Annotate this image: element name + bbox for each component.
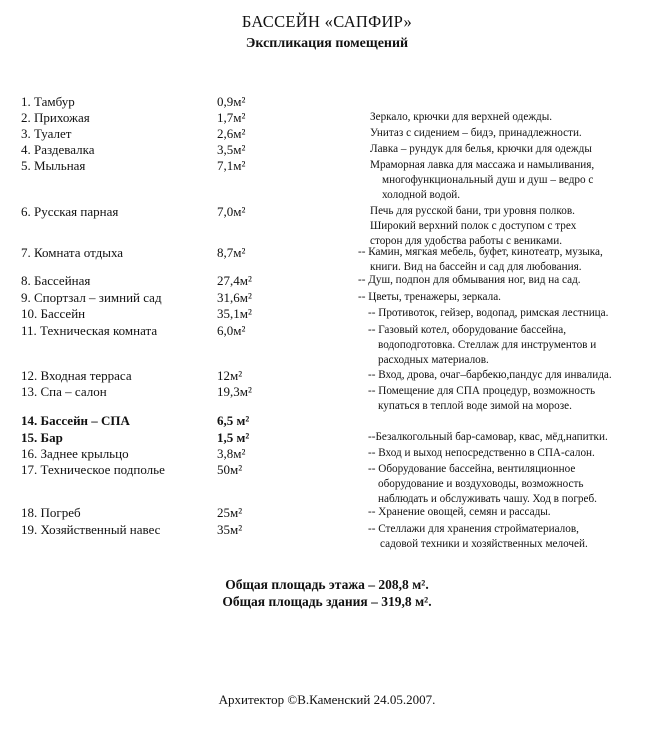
- room-description: [358, 290, 501, 305]
- room-name: 4. Раздевалка: [21, 142, 95, 157]
- room-description: [370, 204, 576, 249]
- room-name: 13. Спа – салон: [21, 384, 107, 399]
- room-description-line: -- Помещение для СПА процедур, возможность: [368, 385, 596, 397]
- room-description: [368, 306, 608, 321]
- room-description-line: -- Противоток, гейзер, водопад, римская лестница.: [368, 307, 609, 319]
- room-name: 9. Спортзал – зимний сад: [21, 290, 162, 305]
- room-name: 6. Русская парная: [21, 204, 119, 219]
- room-name: 8. Бассейная: [21, 273, 91, 288]
- room-description: [358, 245, 603, 275]
- room-area: 7,1м²: [217, 158, 246, 173]
- room-description-line: книги. Вид на бассейн и сад для любования.: [370, 261, 582, 273]
- room-name: 18. Погреб: [21, 505, 81, 520]
- room-name: 15. Бар: [21, 430, 63, 445]
- room-description-line: --Безалкогольный бар-самовар, квас, мёд,напитки.: [368, 431, 608, 443]
- room-name: 16. Заднее крыльцо: [21, 446, 129, 461]
- room-name: 17. Техническое подполье: [21, 462, 165, 477]
- totals: [0, 576, 654, 610]
- room-description-line: -- Хранение овощей, семян и рассады.: [368, 506, 551, 518]
- room-description-line: расходных материалов.: [378, 354, 489, 366]
- room-name: 12. Входная терраса: [21, 368, 132, 383]
- room-description-line: Лавка – рундук для белья, крючки для одежды: [370, 143, 592, 155]
- room-area: 31,6м²: [217, 290, 252, 305]
- room-area: 1,5 м²: [217, 430, 250, 445]
- room-description: [368, 368, 612, 383]
- room-description-line: Печь для русской бани, три уровня полков.: [370, 205, 575, 217]
- room-name: 5. Мыльная: [21, 158, 86, 173]
- room-area: 3,8м²: [217, 446, 246, 461]
- room-name: 14. Бассейн – СПА: [21, 413, 130, 428]
- room-description: [368, 522, 588, 552]
- room-description-line: -- Камин, мягкая мебель, буфет, кинотеатр, музыка,: [358, 246, 603, 258]
- room-name: 3. Туалет: [21, 126, 72, 141]
- room-description-line: купаться в теплой воде зимой на морозе.: [378, 400, 572, 412]
- room-description: [368, 323, 596, 368]
- room-area: 8,7м²: [217, 245, 246, 260]
- room-area: 25м²: [217, 505, 243, 520]
- room-name: 7. Комната отдыха: [21, 245, 124, 260]
- room-description-line: сторон для удобства работы с вениками.: [370, 235, 563, 247]
- room-description-line: Широкий верхний полок с доступом с трех: [370, 220, 577, 232]
- room-description: [370, 158, 594, 203]
- room-description: [370, 142, 592, 157]
- room-description: [358, 273, 581, 288]
- room-area: 35,1м²: [217, 306, 252, 321]
- room-description-line: наблюдать и обслуживать чашу. Ход в погреб.: [378, 493, 597, 505]
- room-description-line: -- Оборудование бассейна, вентиляционное: [368, 463, 576, 475]
- room-name: 19. Хозяйственный навес: [21, 522, 161, 537]
- room-description: [370, 110, 552, 125]
- architect-signature: Архитектор ©В.Каменский 24.05.2007.: [218, 692, 436, 707]
- room-name: 1. Тамбур: [21, 94, 75, 109]
- room-area: 35м²: [217, 522, 243, 537]
- room-description-line: водоподготовка. Стеллаж для инструментов и: [378, 339, 597, 351]
- room-description-line: -- Цветы, тренажеры, зеркала.: [358, 291, 501, 303]
- room-description: [370, 126, 582, 141]
- room-name: 2. Прихожая: [21, 110, 90, 125]
- room-description-line: -- Душ, подпон для обмывания ног, вид на сад.: [358, 274, 581, 286]
- room-area: 50м²: [217, 462, 243, 477]
- room-area: 0,9м²: [217, 94, 246, 109]
- room-area: 6,5 м²: [217, 413, 250, 428]
- room-description-line: многофункциональный душ и душ – ведро с: [382, 174, 594, 186]
- room-area: 27,4м²: [217, 273, 252, 288]
- room-area: 19,3м²: [217, 384, 252, 399]
- room-area: 1,7м²: [217, 110, 246, 125]
- room-area: 12м²: [217, 368, 243, 383]
- room-area: 7,0м²: [217, 204, 246, 219]
- document-subtitle: Экспликация помещений: [245, 36, 409, 51]
- room-description-line: -- Вход и выход непосредственно в СПА-салон.: [368, 447, 595, 459]
- room-description: [368, 446, 595, 461]
- room-name: 10. Бассейн: [21, 306, 86, 321]
- room-description-line: -- Вход, дрова, очаг–барбекю,пандус для инвалида.: [368, 369, 612, 381]
- room-description-line: Зеркало, крючки для верхней одежды.: [370, 111, 553, 123]
- room-description: [368, 430, 608, 445]
- room-description-line: садовой техники и хозяйственных мелочей.: [380, 538, 588, 550]
- total-floor-area: Общая площадь этажа – 208,8 м².: [225, 577, 429, 592]
- room-description-line: Унитаз с сидением – бидэ, принадлежности.: [370, 127, 582, 139]
- room-description: [368, 384, 595, 414]
- room-area: 3,5м²: [217, 142, 246, 157]
- document-title: БАССЕЙН «САПФИР»: [241, 12, 413, 31]
- room-description-line: Мраморная лавка для массажа и намыливания,: [370, 159, 595, 171]
- room-description-line: -- Газовый котел, оборудование бассейна,: [368, 324, 567, 336]
- room-name: 11. Техническая комната: [21, 323, 158, 338]
- room-area: 2,6м²: [217, 126, 246, 141]
- room-description: [368, 505, 551, 520]
- total-building-area: Общая площадь здания – 319,8 м².: [222, 594, 432, 609]
- room-description: [368, 462, 597, 507]
- room-area: 6,0м²: [217, 323, 246, 338]
- room-description-line: -- Стеллажи для хранения стройматериалов,: [368, 523, 579, 535]
- room-description-line: оборудование и воздуховоды, возможность: [378, 478, 584, 490]
- room-description-line: холодной водой.: [382, 189, 461, 201]
